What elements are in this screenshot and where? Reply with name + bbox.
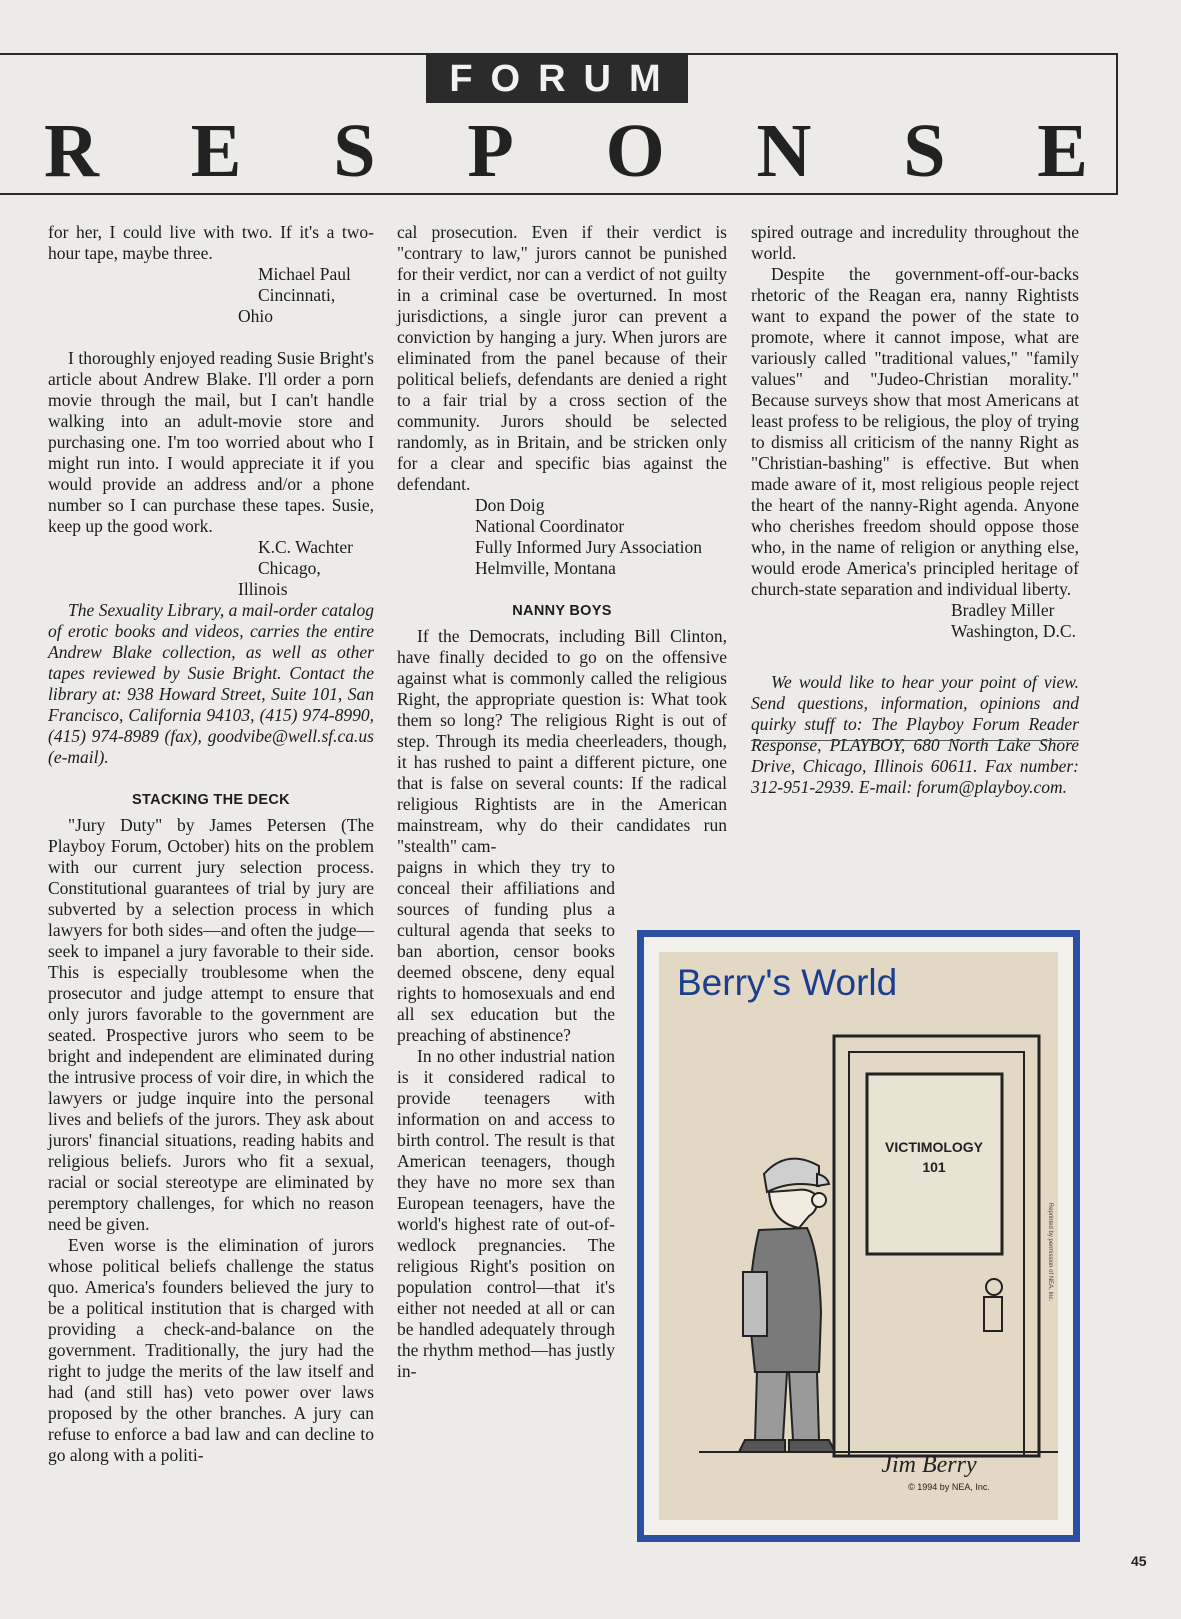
cartoonist-signature: Jim Berry: [881, 1452, 977, 1478]
signature-place: Washington, D.C.: [951, 621, 1076, 641]
cartoon-illustration: [659, 952, 1058, 1520]
signature-title: National Coordinator: [475, 516, 625, 536]
editor-note: The Sexuality Library, a mail-order catalog of erotic books and videos, carries the entire Andrew Blake collection, as well as other tapes reviewed by Susie Bright. Contact the library at: 938 Howard Street, Suite 101, San Francisco, California 94103, (415) 974-8990, (415) 974-8989 (fax), goodvibe@well.sf.ca.us (e-mail).: [48, 600, 374, 767]
forum-label: FORUM: [426, 55, 688, 103]
cartoon-title: Berry's World: [677, 962, 898, 1003]
reader-invitation: We would like to hear your point of view. Send questions, information, opinions and quirky stuff to: The Playboy Forum Reader Response, PLAYBOY, 680 North Lake Shore Drive, Chicago, Illinois 60611. Fax number: 312-951-2939. E-mail: forum@playboy.com.: [751, 672, 1079, 797]
section-heading: STACKING THE DECK: [132, 792, 290, 808]
letter-paragraph: Despite the government-off-our-backs rhetoric of the Reagan era, nanny Rightists want to expand the power of the state to promote, where it cannot impose, what are variously called "traditional values," "family values" and "Judeo-Christian morality." Because surveys show that most Americans at least profess to be religious, the ploy of trying to dismiss all criticism of the nanny Right as "Christian-bashing" is effective. But when made aware of it, most religious people reject the heart of the nanny-Right agenda. Anyone who cherishes freedom should oppose those who, in the name of religion or anything else, would erode America's principled heritage of church-state separation and individual liberty.: [751, 264, 1079, 599]
response-letter: N: [756, 109, 812, 193]
signature-place: Chicago, Illinois: [238, 558, 321, 599]
cartoon-side-credit: Reprinted by permission of NEA, Inc.: [1047, 1202, 1053, 1302]
response-letter: S: [333, 109, 376, 193]
door-sign-line1: VICTIMOLOGY: [885, 1139, 983, 1155]
response-letter: O: [605, 109, 665, 193]
signature-name: Don Doig: [475, 495, 545, 515]
letter-paragraph: "Jury Duty" by James Petersen (The Playboy Forum, October) hits on the problem with our current jury selection process. Constitutional guarantees of trial by jury are subverted by a selection process in which lawyers for both sides—and often the judge—seek to impanel a jury favorable to their side. This is especially troublesome when the prosecutor and judge attempt to ensure that only jurors favorable to the government are seated. Prospective jurors who seem to be bright and independent are eliminated during the intrusive process of voir dire, in which the lawyers or judge inquire into the personal lives and beliefs of the jurors. They ask about jurors' financial situations, reading habits and religious beliefs. Jurors who fit a sexual, racial or social stereotype are eliminated by peremptory challenges, for which no reason need be given.: [48, 815, 374, 1234]
signature-name: Michael Paul: [258, 264, 351, 284]
signature-name: Bradley Miller: [951, 600, 1055, 620]
letter-paragraph: I thoroughly enjoyed reading Susie Bright's article about Andrew Blake. I'll order a porn movie through the mail, but I can't handle walking into an adult-movie store and purchasing one. I'm too worried about who I might run into. I would appreciate it if you would provide an address and/or a phone number so I can purchase these tapes. Susie, keep up the good work.: [48, 348, 374, 536]
response-letter: S: [903, 109, 946, 193]
cartoon-copyright: © 1994 by NEA, Inc.: [908, 1482, 990, 1492]
signature-org: Fully Informed Jury Association: [475, 537, 702, 557]
door-sign-line2: 101: [922, 1159, 946, 1175]
column-3: [751, 222, 1079, 798]
signature-place: Cincinnati, Ohio: [238, 285, 336, 326]
response-letter: E: [190, 109, 242, 193]
letter-paragraph: In no other industrial nation is it considered radical to provide teenagers with information on and access to birth control. The result is that American teenagers, though they have no more sex than European teenagers, have the world's highest rate of out-of-wedlock pregnancies. The religious Right's position on population control—that it's either not needed at all or can be handled adequately through the rhythm method—has justly in-: [397, 1046, 615, 1381]
section-heading: NANNY BOYS: [512, 603, 612, 619]
response-title: [44, 109, 1088, 193]
letter-paragraph: paigns in which they try to conceal their affiliations and sources of funding plus a cultural agenda that seeks to ban abortion, censor books deemed obscene, deny equal rights to homosexuals and end all sex education but the preaching of abstinence?: [397, 857, 615, 1045]
cartoon-panel: [659, 952, 1058, 1520]
response-letter: E: [1037, 109, 1088, 193]
column-1: [48, 222, 374, 1466]
column-divider-rule: [751, 740, 1079, 741]
letter-paragraph: spired outrage and incredulity throughout the world.: [751, 222, 1079, 263]
letter-paragraph: If the Democrats, including Bill Clinton, have finally decided to go on the offensive against what is commonly called the religious Right, the appropriate question is: What took them so long? The religious Right is out of step. Through its media cheerleaders, though, it has rushed to paint a different picture, one that is false on several counts: If the radical religious Rightists are in the American mainstream, why do their candidates run "stealth" cam-: [397, 626, 727, 856]
signature-place: Helmville, Montana: [475, 558, 616, 578]
response-letter: P: [467, 109, 514, 193]
response-letter: R: [44, 109, 99, 193]
cartoon-box: [637, 930, 1080, 1542]
letter-paragraph: Even worse is the elimination of jurors whose political beliefs challenge the status quo. America's founders believed the jury to be a political institution that is charged with providing a check-and-balance on the government. Traditionally, the jury had the right to judge the merits of the law itself and had (and still has) veto power over laws proposed by the other branches. A jury can refuse to enforce a bad law and can decline to go along with a politi-: [48, 1235, 374, 1465]
signature-name: K.C. Wachter: [258, 537, 353, 557]
letter-paragraph: cal prosecution. Even if their verdict is "contrary to law," jurors cannot be punished for their verdict, nor can a verdict of not guilty in a criminal case be overturned. In most jurisdictions, a single juror can prevent a conviction by hanging a jury. When jurors are eliminated from the panel because of their political beliefs, defendants are denied a right to a fair trial by a cross section of the community. Jurors should be selected randomly, as in Britain, and be stricken only for a clear and specific bias against the defendant.: [397, 222, 727, 494]
page-number: 45: [1131, 1553, 1147, 1569]
letter-paragraph: for her, I could live with two. If it's a two-hour tape, maybe three.: [48, 222, 374, 263]
